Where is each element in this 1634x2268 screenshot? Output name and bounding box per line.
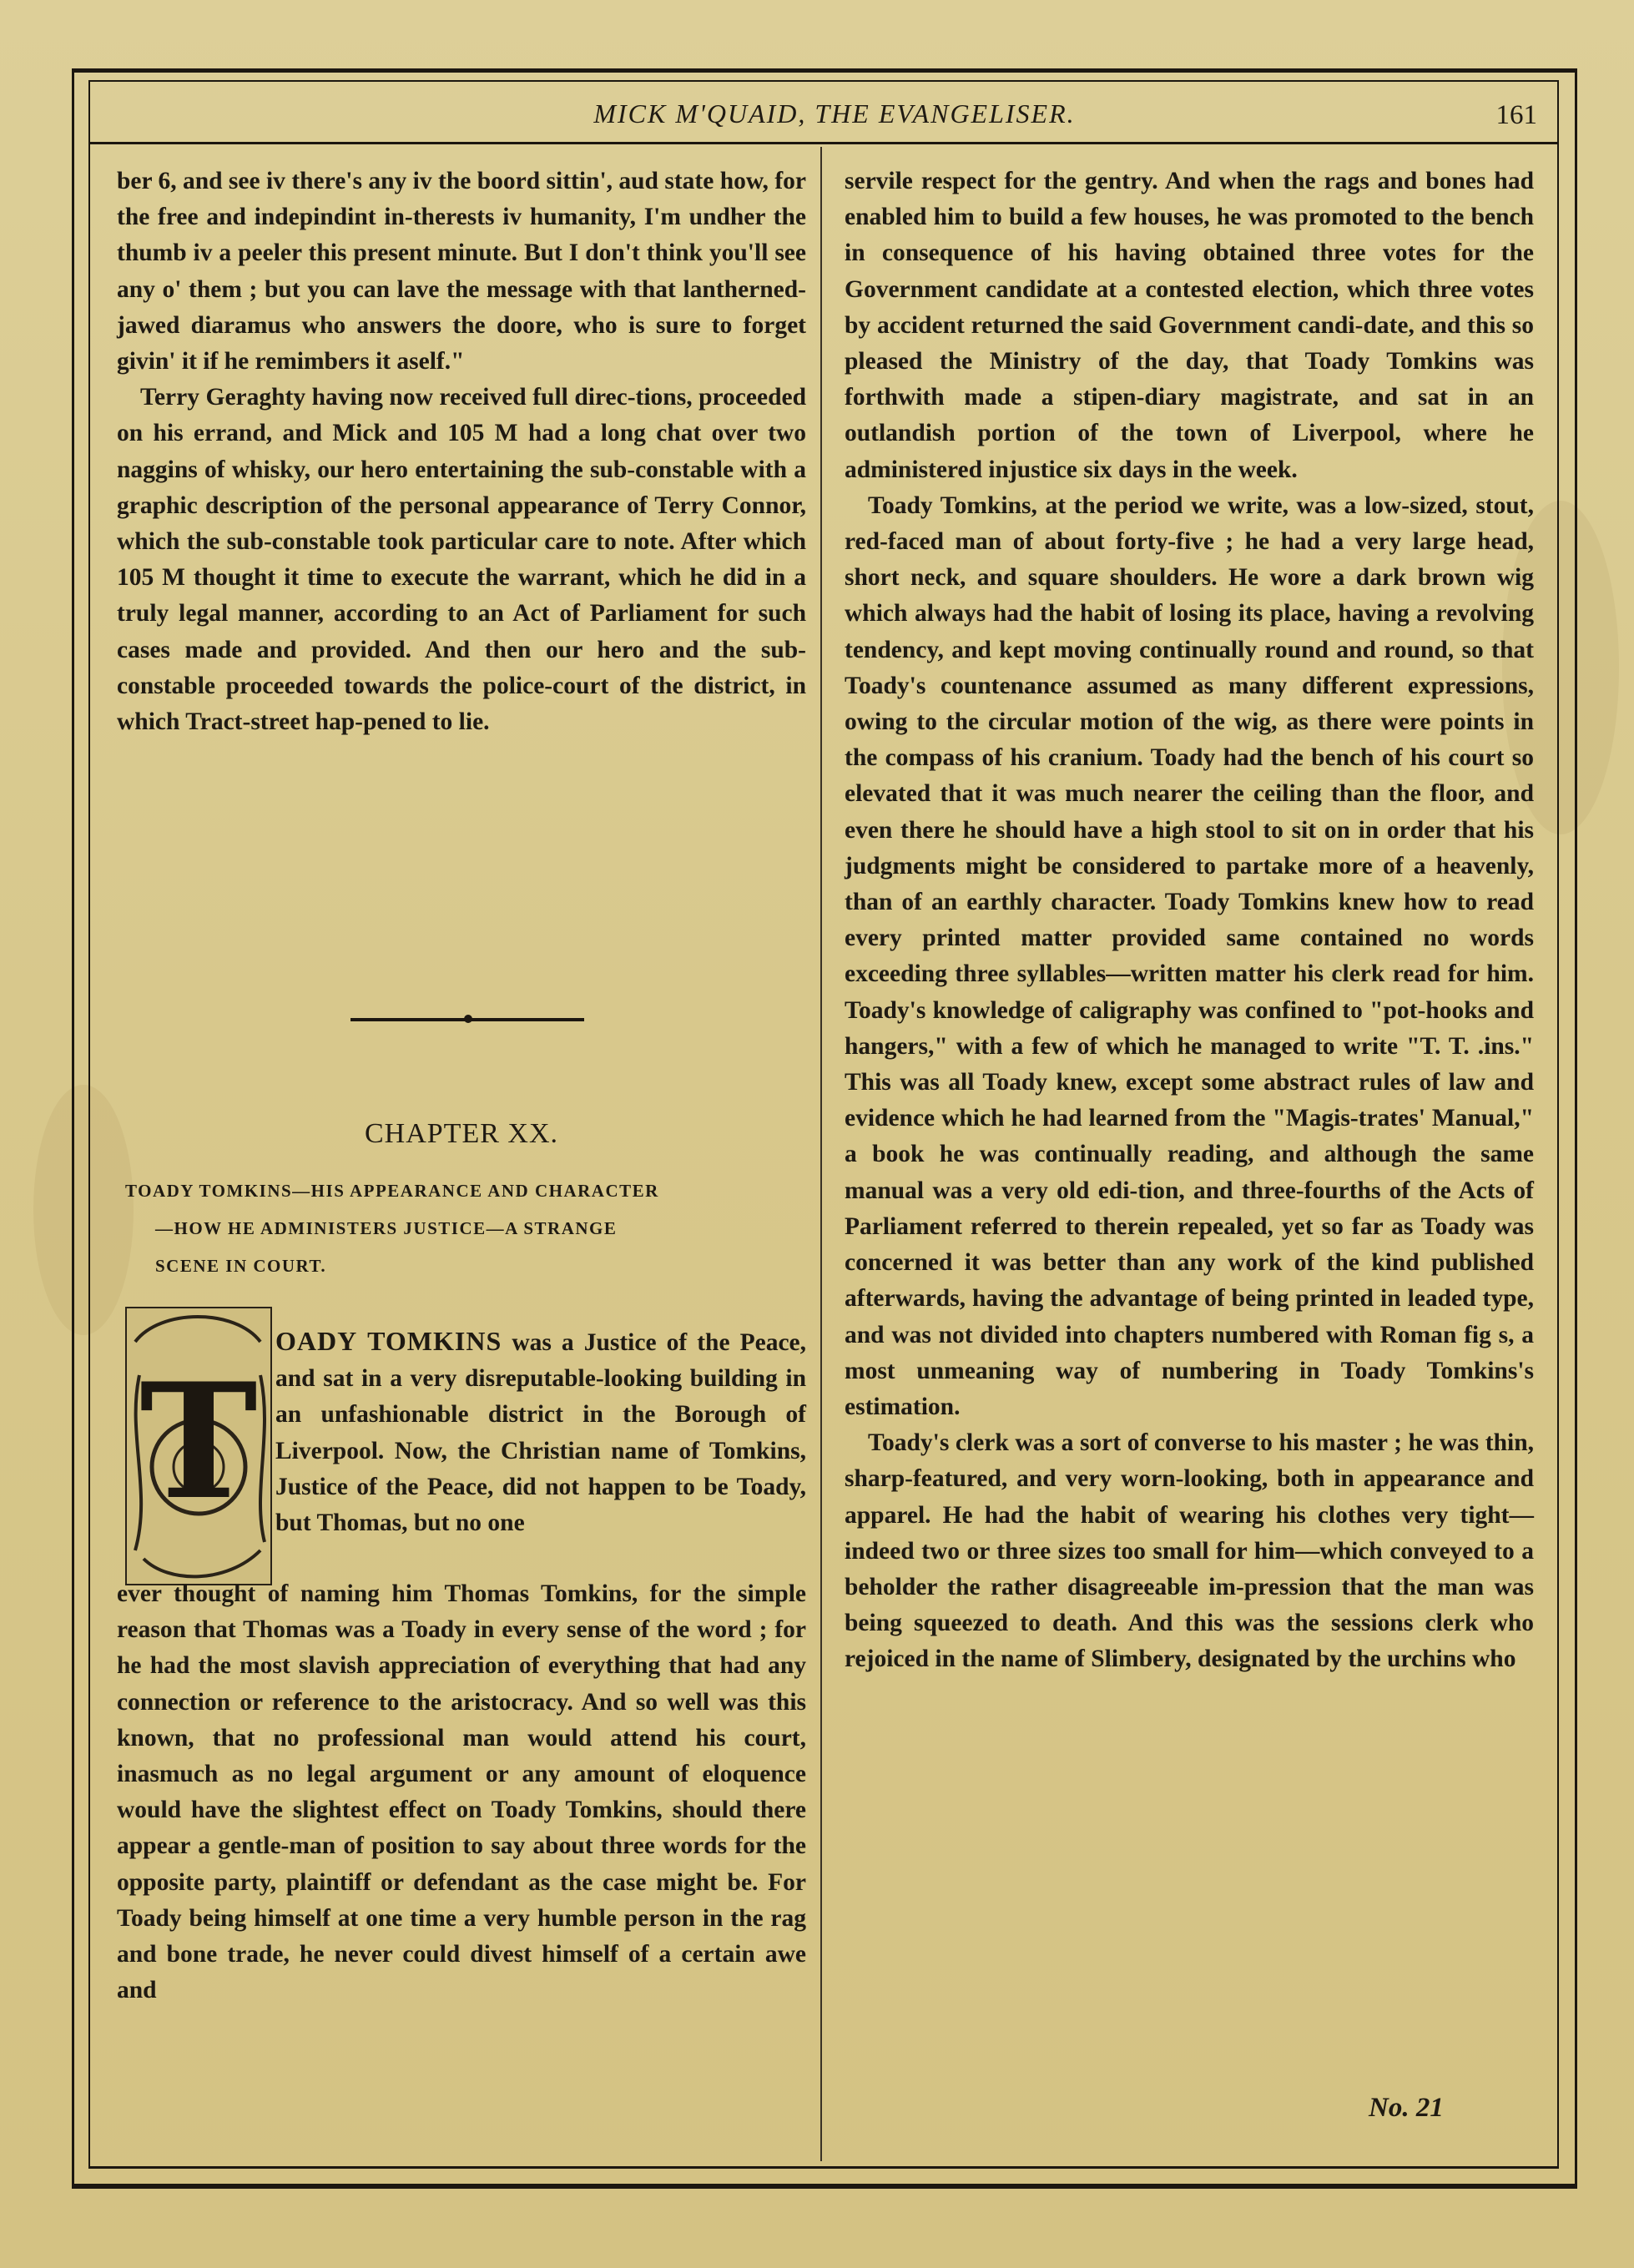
paragraph-text: was a Justice of the Peace, and sat in a very disreputable-looking building in an unfashionable district in the Borough of Liverpool. Now, the Christian name of Tomkins, Justice of the Peace, did not happen to be Toady, but Thomas, but no one — [275, 1329, 807, 1537]
opening-text-continued — [117, 1576, 806, 2008]
header-rule — [88, 142, 1557, 144]
chapter-summary-line: SCENE IN COURT. — [155, 1256, 327, 1276]
opening-text-beside-initial — [275, 1323, 806, 1541]
column-rule — [820, 147, 822, 2161]
chapter-title: CHAPTER XX. — [364, 1118, 559, 1149]
paragraph — [275, 1323, 806, 1541]
paragraph: Toady's clerk was a sort of converse to his master ; he was thin, sharp-featured, and very worn-looking, both in appearance and apparel. He had the habit of wearing his clothes very tight—indeed two or three sizes too small for him—which conveyed to a beholder the rather disagreeable im-pression that the man was being squeezed to death. And this was the sessions clerk who rejoiced in the name of Slimbery, designated by the urchins who — [845, 1429, 1534, 1673]
chapter-summary — [125, 1172, 801, 1285]
left-column — [117, 164, 806, 740]
paragraph: servile respect for the gentry. And when the rags and bones had enabled him to build a few houses, he was promoted to the bench in consequence of his having obtained three votes for the Government candidate at a contested election, which three votes by accident returned the said Government candi-date, and this so pleased the Ministry of the day, that Toady Tomkins was forthwith made a stipen-diary magistrate, and sat in an outlandish portion of the town of Liverpool, where he administered injustice six days in the week. — [845, 168, 1534, 483]
ornamental-initial — [125, 1307, 272, 1585]
right-column — [845, 164, 1534, 1678]
paragraph: Terry Geraghty having now received full direc-tions, proceeded on his errand, and Mick and 105 M had a long chat over two naggins of whisky, our hero entertaining the sub-constable with a graphic description of the personal appearance of Terry Connor, which the sub-constable took particular care to note. After which 105 M thought it time to execute the warrant, which he did in a truly legal manner, according to an Act of Parliament for such cases made and provided. And then our hero and the sub-constable proceeded towards the police-court of the district, in which Tract-street hap-pened to lie. — [117, 384, 806, 736]
chapter-summary-line: —HOW HE ADMINISTERS JUSTICE—A STRANGE — [155, 1218, 618, 1238]
dropcap-letter: T — [139, 1348, 258, 1535]
running-title: MICK M'QUAID, THE EVANGELISER. — [593, 98, 1076, 129]
lead-word: OADY TOMKINS — [275, 1326, 502, 1356]
chapter-summary-line: TOADY TOMKINS—HIS APPEARANCE AND CHARACTER — [125, 1181, 659, 1201]
page-number: 161 — [1495, 100, 1537, 130]
section-divider-ornament — [464, 1015, 472, 1023]
signature-mark: No. 21 — [1369, 2093, 1444, 2123]
paragraph: Toady Tomkins, at the period we write, was a low-sized, stout, red-faced man of about forty-five ; he had a very large head, short neck, and square shoulders. He wore a dark brown wig which always had the habit of losing its place, having a revolving tendency, and kept moving continually round and round, so that Toady's countenance assumed as many different expressions, owing to the circular motion of the wig, as there were points in the compass of his cranium. Toady had the bench of his court so elevated that it was much nearer the ceiling than the floor, and even there he should have a high stool to sit on in order that his judgments might be considered to partake more of a heavenly, than of an earthly character. Toady Tomkins knew how to read every printed matter provided same contained no words exceeding three syllables—written matter his clerk read for him. Toady's knowledge of caligraphy was confined to "pot-hooks and hangers," with a few of which he managed to write "T. T. .ins." This was all Toady knew, except some abstract rules of law and evidence which he had learned from the "Magis-trates' Manual," a book he was continually reading, and although the same manual was a very old edi-tion, and three-fourths of the Acts of Parliament referred to therein repealed, yet so far as Toady was concerned it was better than any work of the kind published afterwards, having the advantage of being printed in leaded type, and was not divided into chapters numbered with Roman fig s, a most unmeaning way of numbering in Toady Tomkins's estimation. — [845, 491, 1534, 1420]
paragraph: ever thought of naming him Thomas Tomkins, for the simple reason that Thomas was a Toady in every sense of the word ; for he had the most slavish appreciation of everything that had any connection or reference to the aristocracy. And so well was this known, that no professional man would attend his court, inasmuch as no legal argument or any amount of eloquence would have the slightest effect on Toady Tomkins, should there appear a gentle-man of position to say about three words for the opposite party, plaintiff or defendant as the case might be. For Toady being himself at one time a very humble person in the rag and bone trade, he never could divest himself of a certain awe and — [117, 1580, 806, 2004]
paragraph: ber 6, and see iv there's any iv the boord sittin', aud state how, for the free and indepindint in-therests iv humanity, I'm undher the thumb iv a peeler this present minute. But I don't think you'll see any o' them ; but you can lave the message with that lantherned-jawed diaramus who answers the doore, who is sure to forget givin' it if he remimbers it aself." — [117, 168, 806, 375]
